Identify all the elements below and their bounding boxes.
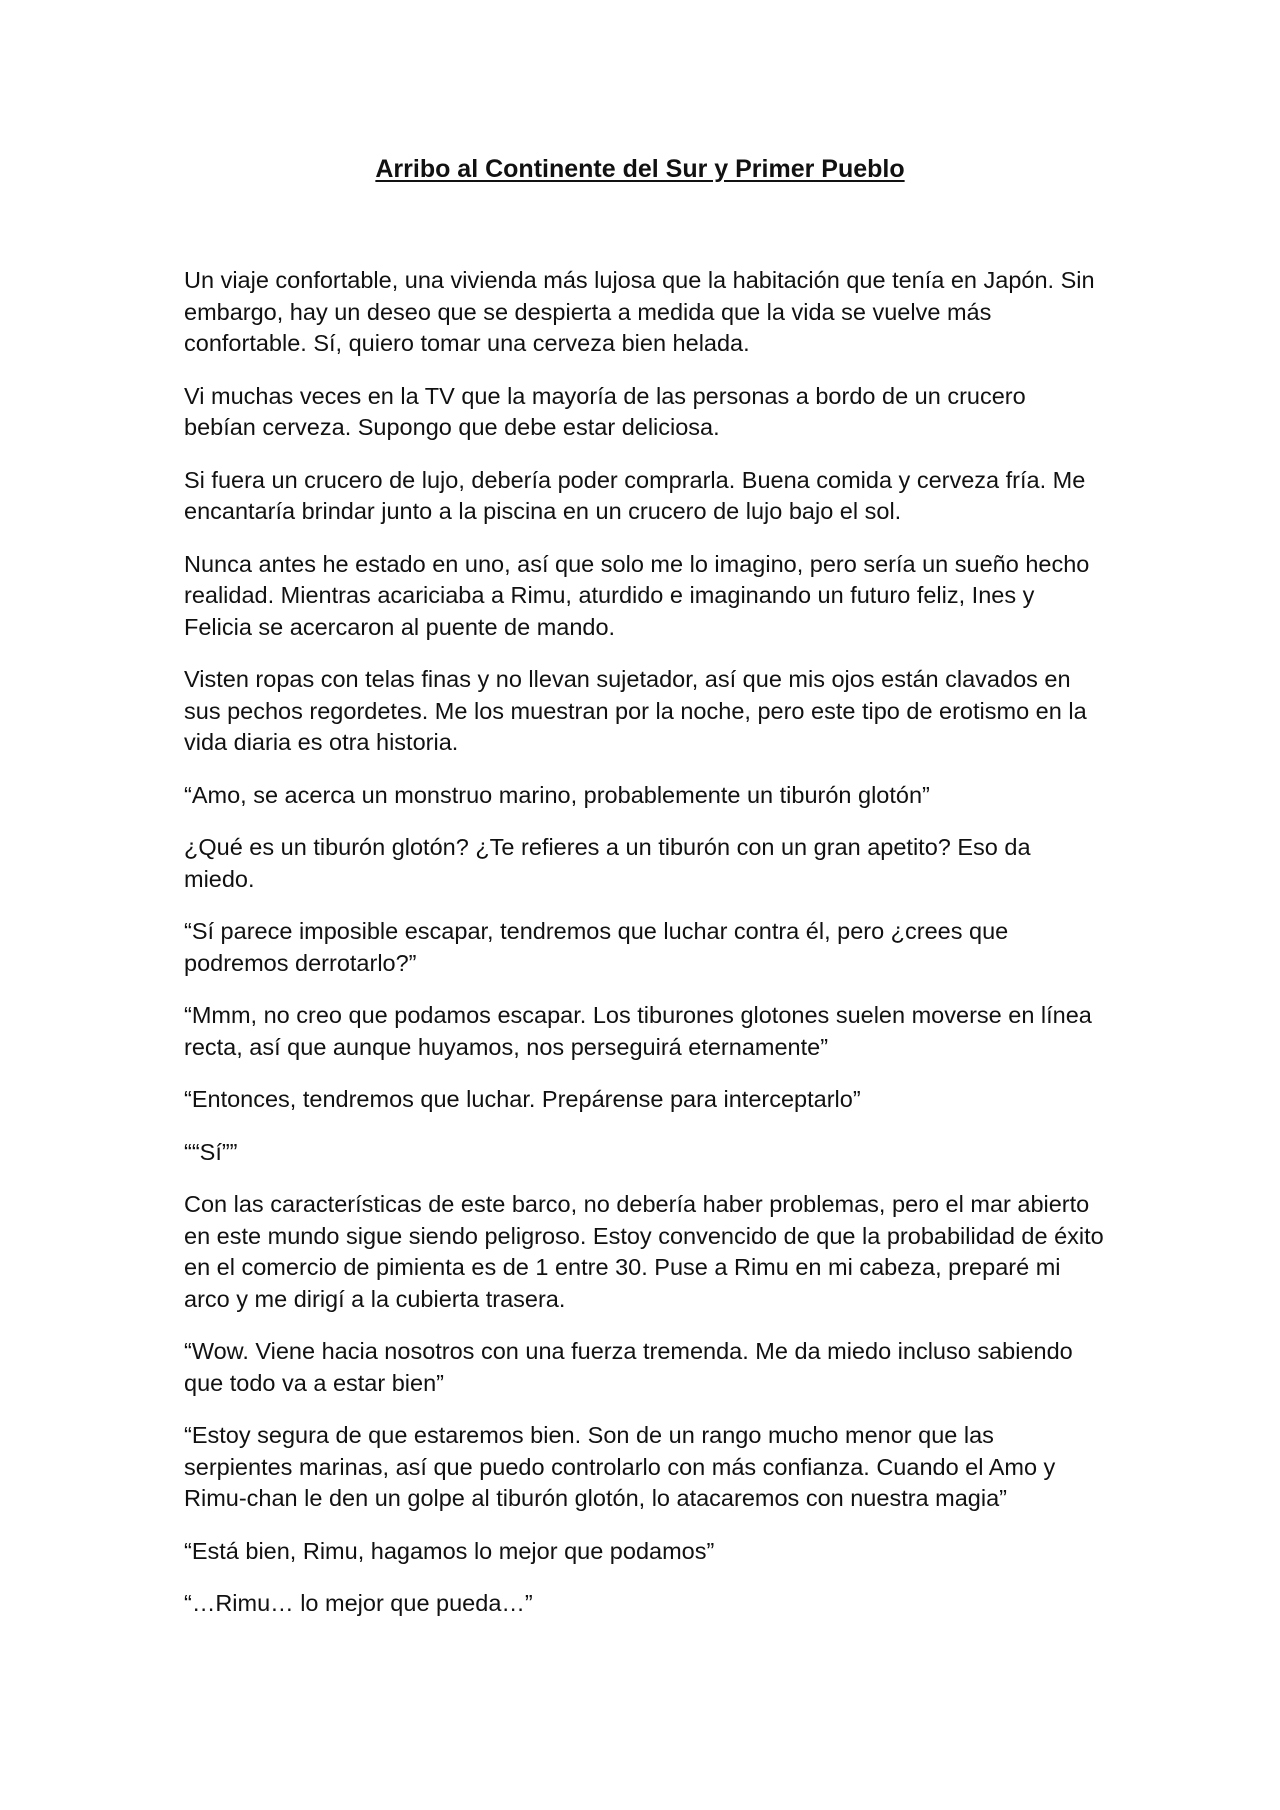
dialogue-line: “Está bien, Rimu, hagamos lo mejor que podamos”: [184, 1537, 715, 1564]
dialogue-line: “Wow. Viene hacia nosotros con una fuerza tremenda. Me da miedo incluso sabiendo que todo va a estar bien”: [184, 1338, 1073, 1396]
document-title: Arribo al Continente del Sur y Primer Pueblo: [375, 155, 905, 183]
dialogue-line: “Sí parece imposible escapar, tendremos que luchar contra él, pero ¿crees que podremos derrotarlo?”: [184, 918, 1009, 976]
paragraph: Un viaje confortable, una vivienda más lujosa que la habitación que tenía en Japón. Sin embargo, hay un deseo que se despierta a medida que la vida se vuelve más confortable. Sí, quiero tomar una cerveza bien helada.: [184, 267, 1095, 356]
document-body: [184, 265, 1104, 1641]
dialogue-line: ““Sí””: [184, 1138, 238, 1165]
paragraph: Visten ropas con telas finas y no llevan sujetador, así que mis ojos están clavados en sus pechos regordetes. Me los muestran por la noche, pero este tipo de erotismo en la vida diaria es otra historia.: [184, 666, 1087, 755]
dialogue-line: “…Rimu… lo mejor que pueda…”: [184, 1590, 533, 1616]
dialogue-line: “Mmm, no creo que podamos escapar. Los tiburones glotones suelen moverse en línea recta, así que aunque huyamos, nos perseguirá eternamente”: [184, 1002, 1092, 1060]
dialogue-line: “Entonces, tendremos que luchar. Prepárense para interceptarlo”: [184, 1086, 861, 1112]
paragraph: Vi muchas veces en la TV que la mayoría de las personas a bordo de un crucero bebían cerveza. Supongo que debe estar deliciosa.: [184, 382, 1026, 440]
paragraph: Si fuera un crucero de lujo, debería poder comprarla. Buena comida y cerveza fría. Me encantaría brindar junto a la piscina en un crucero de lujo bajo el sol.: [184, 466, 1086, 524]
paragraph: Nunca antes he estado en uno, así que solo me lo imagino, pero sería un sueño hecho realidad. Mientras acariciaba a Rimu, aturdido e imaginando un futuro feliz, Ines y Felicia se acercaron al puente de mando.: [184, 550, 1090, 640]
dialogue-line: “Estoy segura de que estaremos bien. Son de un rango mucho menor que las serpientes marinas, así que puedo controlarlo con más confianza. Cuando el Amo y Rimu-chan le den un golpe al tiburón glotón, lo atacaremos con nuestra magia”: [184, 1422, 1056, 1511]
paragraph: Con las características de este barco, no debería haber problemas, pero el mar abierto en este mundo sigue siendo peligroso. Estoy convencido de que la probabilidad de éxito en el comercio de pimienta es de 1 entre 30. Puse a Rimu en mi cabeza, preparé mi arco y me dirigí a la cubierta trasera.: [184, 1191, 1104, 1312]
dialogue-line: “Amo, se acerca un monstruo marino, probablemente un tiburón glotón”: [184, 781, 930, 808]
paragraph: ¿Qué es un tiburón glotón? ¿Te refieres a un tiburón con un gran apetito? Eso da miedo.: [184, 834, 1031, 892]
